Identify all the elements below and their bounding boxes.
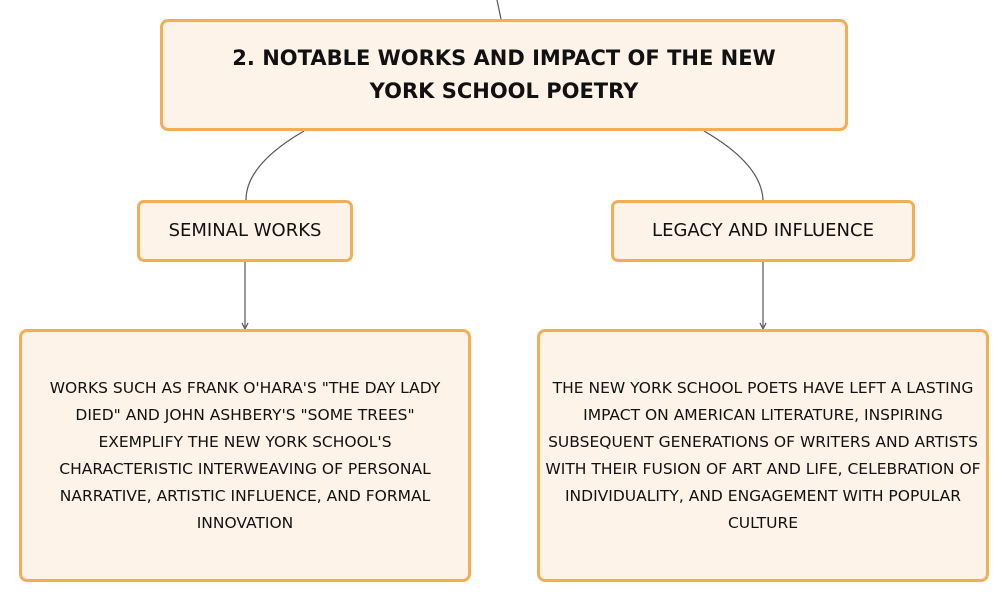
legacy-and-influence-detail-node[interactable] <box>537 329 989 582</box>
connector-root-to-legacy-and-influence <box>704 131 763 200</box>
seminal-works-label: SEMINAL WORKS <box>168 220 322 241</box>
root-topic-title: 2. NOTABLE WORKS AND IMPACT OF THE NEW YORK SCHOOL POETRY <box>232 46 776 103</box>
connector-parent-to-root <box>497 0 501 19</box>
seminal-works-detail-node[interactable] <box>19 329 471 582</box>
legacy-and-influence-node[interactable] <box>611 200 915 262</box>
seminal-works-node[interactable] <box>137 200 353 262</box>
seminal-works-detail-text: WORKS SUCH AS FRANK O'HARA'S "THE DAY LADY DIED" AND JOHN ASHBERY'S "SOME TREES" EXEMPLIFY THE NEW YORK SCHOOL'S CHARACTERISTIC INTERWEAVING OF PERSONAL NARRATIVE, ARTISTIC INFLUENCE, AND FORMAL INNOVATION <box>49 378 441 532</box>
legacy-and-influence-detail-text: THE NEW YORK SCHOOL POETS HAVE LEFT A LASTING IMPACT ON AMERICAN LITERATURE, INSPIRING SUBSEQUENT GENERATIONS OF WRITERS AND ARTISTS WITH THEIR FUSION OF ART AND LIFE, CELEBRATION OF INDIVIDUALITY, AND ENGAGEMENT WITH POPULAR CULTURE <box>545 378 981 532</box>
legacy-and-influence-label: LEGACY AND INFLUENCE <box>652 220 874 241</box>
root-topic-node[interactable] <box>160 19 848 131</box>
connector-root-to-seminal-works <box>246 131 304 200</box>
